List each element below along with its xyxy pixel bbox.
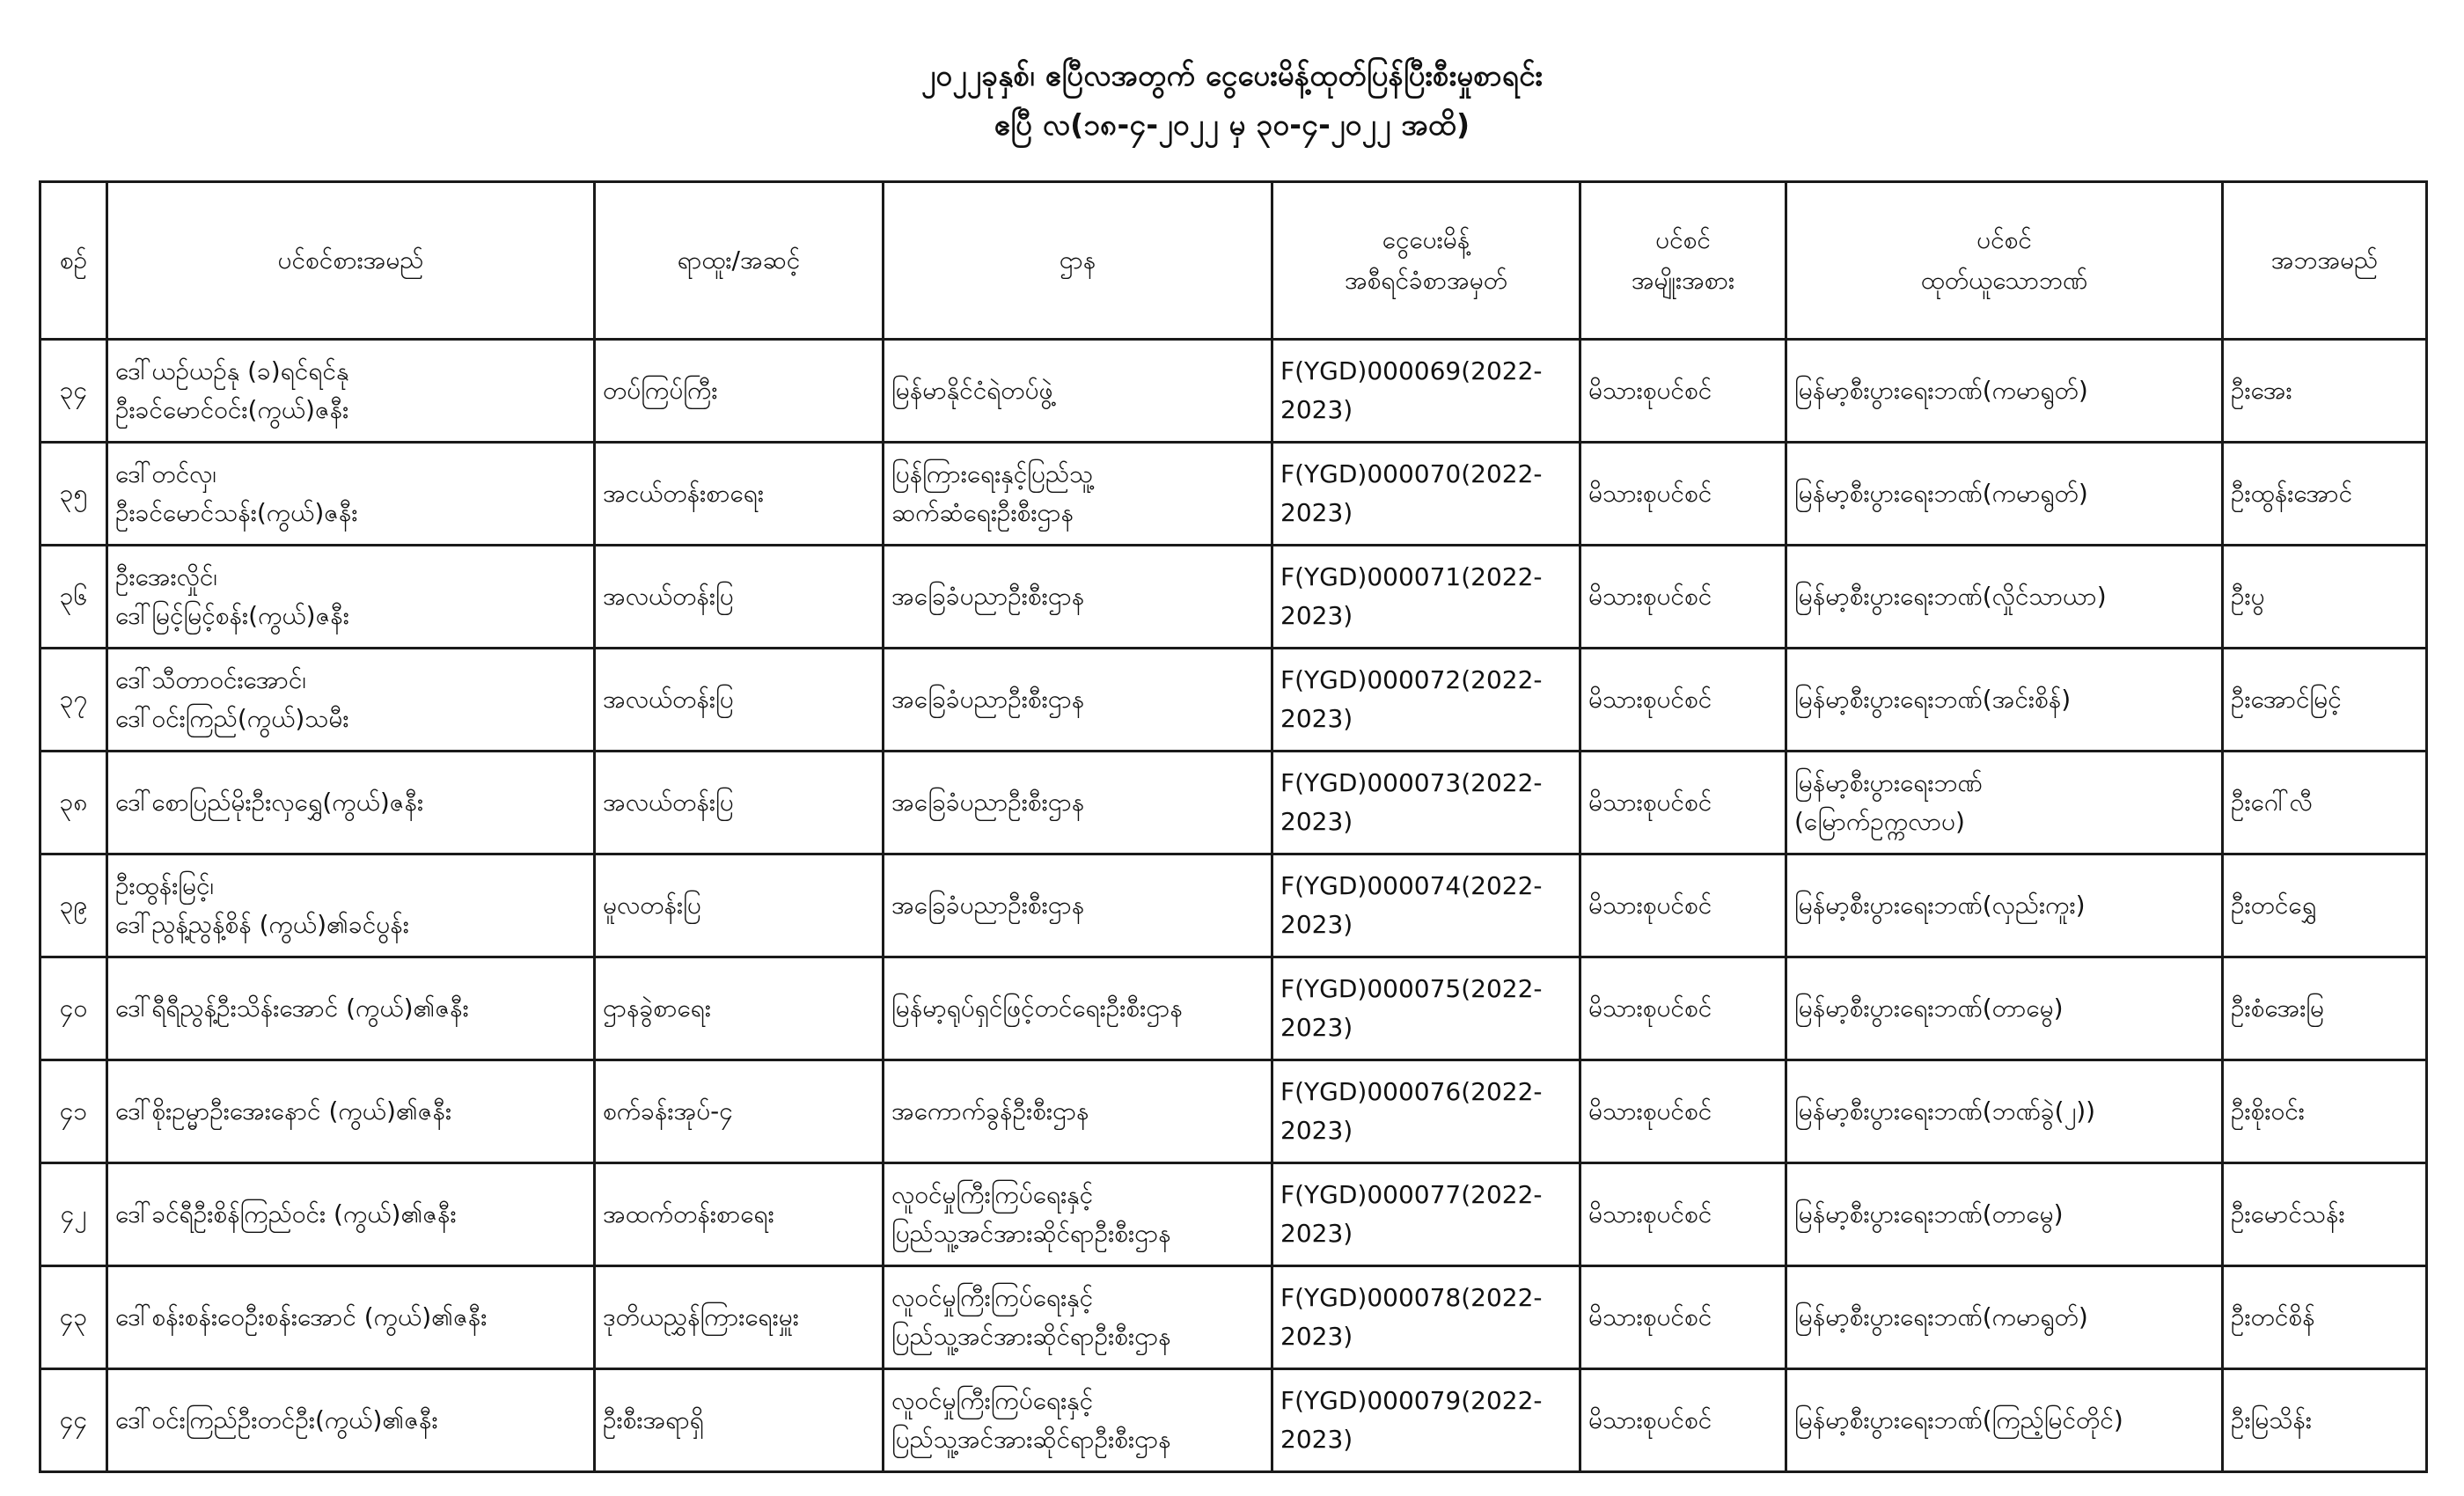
cell-text: ပြည်သူ့အင်အားဆိုင်ရာဦးစီးဌာန: [891, 1219, 1171, 1248]
cell-text: ဒေါ်စန်းစန်းဝေဦးစန်းအောင် (ကွယ်)၏ဇနီး: [115, 1302, 488, 1331]
table-row: [40, 1369, 2427, 1472]
cell-bank: [1786, 340, 2223, 443]
table-row: [40, 340, 2427, 443]
cell-report-no: F(YGD)000069(2022-2023): [1272, 340, 1580, 443]
col-header-name: [107, 182, 595, 340]
cell-pensioner-name: [107, 546, 595, 649]
header-text: ပင်စင်: [1655, 225, 1711, 254]
cell-text: မူလတန်းပြ: [603, 891, 701, 920]
cell-rank: [595, 752, 884, 854]
cell-pensioner-name: [107, 854, 595, 957]
cell-pensioner-name: [107, 649, 595, 752]
table-row: [40, 546, 2427, 649]
cell-father-name: ဦးတင်စိန်: [2223, 1266, 2427, 1369]
cell-text: ဒေါ်ဝင်းကြည်ဦးတင်ဦး(ကွယ်)၏ဇနီး: [115, 1405, 438, 1434]
cell-text: အခြေခံပညာဦးစီးဌာန: [891, 891, 1085, 920]
col-header-department: [884, 182, 1272, 340]
cell-pension-type: မိသားစုပင်စင်: [1580, 1266, 1786, 1369]
cell-pensioner-name: [107, 752, 595, 854]
cell-rank: [595, 443, 884, 546]
cell-father-name: ဦးအောင်မြင့်: [2223, 649, 2427, 752]
header-text: ထုတ်ယူသောဘဏ်: [1920, 266, 2088, 295]
cell-department: [884, 1060, 1272, 1163]
table-row: [40, 443, 2427, 546]
cell-pension-type: မိသားစုပင်စင်: [1580, 1369, 1786, 1472]
cell-text: ဒေါ်တင်လှ၊: [115, 459, 216, 488]
header-text: ရာထူး/အဆင့်: [677, 246, 801, 275]
cell-text: အငယ်တန်းစာရေး: [603, 479, 764, 508]
cell-text: ဦးစီးအရာရှိ: [603, 1405, 704, 1434]
col-header-pension-type: [1580, 182, 1786, 340]
cell-no: ၃၅: [40, 443, 107, 546]
cell-text: ဒေါ်ညွန့်ညွန့်စိန် (ကွယ်)၏ခင်ပွန်း: [115, 910, 409, 939]
cell-text: ပြည်သူ့အင်အားဆိုင်ရာဦးစီးဌာန: [891, 1425, 1171, 1454]
cell-pensioner-name: [107, 1266, 595, 1369]
cell-no: ၄၄: [40, 1369, 107, 1472]
cell-department: [884, 340, 1272, 443]
cell-text: မြန်မာ့ရုပ်ရှင်ဖြင့်တင်ရေးဦးစီးဌာန: [891, 994, 1183, 1023]
table-row: [40, 752, 2427, 854]
cell-father-name: ဦးထွန်းအောင်: [2223, 443, 2427, 546]
cell-text: မြန်မာ့စီးပွားရေးဘဏ်(လှိုင်သာယာ): [1794, 582, 2107, 611]
cell-pension-type: မိသားစုပင်စင်: [1580, 752, 1786, 854]
cell-text: ဆက်ဆံရေးဦးစီးဌာန: [891, 498, 1074, 527]
cell-text: ဒုတိယညွှန်ကြားရေးမှူး: [603, 1302, 799, 1331]
cell-bank: [1786, 752, 2223, 854]
cell-text: မြန်မာ့စီးပွားရေးဘဏ်(တာမွေ): [1794, 1199, 2064, 1228]
cell-rank: [595, 546, 884, 649]
cell-department: [884, 1369, 1272, 1472]
cell-text: အလယ်တန်းပြ: [603, 788, 734, 817]
cell-text: အလယ်တန်းပြ: [603, 685, 734, 714]
cell-pensioner-name: [107, 1369, 595, 1472]
col-header-report-no: [1272, 182, 1580, 340]
cell-bank: [1786, 1369, 2223, 1472]
cell-text: အခြေခံပညာဦးစီးဌာန: [891, 788, 1085, 817]
cell-pension-type: မိသားစုပင်စင်: [1580, 1060, 1786, 1163]
cell-text: ဒေါ်ဝင်းကြည်(ကွယ်)သမီး: [115, 704, 349, 733]
cell-text: ဦးခင်မောင်ဝင်း(ကွယ်)ဇနီး: [115, 395, 349, 424]
cell-pensioner-name: [107, 443, 595, 546]
cell-rank: [595, 1369, 884, 1472]
cell-text: ဦးခင်မောင်သန်း(ကွယ်)ဇနီး: [115, 498, 358, 527]
page-header: [0, 51, 2464, 150]
cell-rank: [595, 1060, 884, 1163]
cell-text: ပြည်သူ့အင်အားဆိုင်ရာဦးစီးဌာန: [891, 1322, 1171, 1351]
cell-text: မြန်မာ့စီးပွားရေးဘဏ်(ဘဏ်ခွဲ(၂)): [1794, 1096, 2096, 1126]
cell-pension-type: မိသားစုပင်စင်: [1580, 1163, 1786, 1266]
cell-text: ဒေါ်ခင်ရီဦးစိန်ကြည်ဝင်း (ကွယ်)၏ဇနီး: [115, 1199, 457, 1228]
cell-text: ဒေါ်ယဉ်ယဉ်နု (ခ)ရင်ရင်နု: [115, 356, 349, 385]
cell-text: အထက်တန်းစာရေး: [603, 1199, 774, 1228]
cell-department: [884, 1266, 1272, 1369]
cell-father-name: ဦးစံအေးမြ: [2223, 957, 2427, 1060]
cell-pensioner-name: [107, 1060, 595, 1163]
cell-text: ဦးအေးလှိုင်၊: [115, 562, 217, 591]
header-text: စဉ်: [59, 246, 88, 275]
document-title: ၂၀၂၂ခုနှစ်၊ ဧပြီလအတွက် ငွေပေးမိန့်ထုတ်ပြန်ပြီးစီးမှုစာရင်း: [920, 58, 1544, 92]
col-header-bank: [1786, 182, 2223, 340]
document-subtitle: ဧပြီ လ(၁၈-၄-၂၀၂၂ မှ ၃၀-၄-၂၀၂၂ အထိ): [994, 107, 1470, 142]
cell-no: ၃၆: [40, 546, 107, 649]
cell-text: မြန်မာ့စီးပွားရေးဘဏ်(ကမာရွတ်): [1794, 1302, 2088, 1331]
cell-report-no: F(YGD)000073(2022-2023): [1272, 752, 1580, 854]
col-header-rank: [595, 182, 884, 340]
cell-text: မြန်မာ့စီးပွားရေးဘဏ်(ကမာရွတ်): [1794, 376, 2088, 405]
cell-rank: [595, 1266, 884, 1369]
cell-department: [884, 649, 1272, 752]
cell-bank: [1786, 1163, 2223, 1266]
cell-report-no: F(YGD)000071(2022-2023): [1272, 546, 1580, 649]
cell-report-no: F(YGD)000074(2022-2023): [1272, 854, 1580, 957]
cell-department: [884, 854, 1272, 957]
header-text: အစီရင်ခံစာအမှတ်: [1344, 266, 1508, 295]
col-header-no: [40, 182, 107, 340]
cell-department: [884, 1163, 1272, 1266]
header-text: အဘအမည်: [2270, 246, 2379, 275]
cell-father-name: ဦးဂေါ်လီ: [2223, 752, 2427, 854]
cell-pension-type: မိသားစုပင်စင်: [1580, 443, 1786, 546]
cell-pension-type: မိသားစုပင်စင်: [1580, 957, 1786, 1060]
cell-no: ၄၂: [40, 1163, 107, 1266]
table-row: [40, 854, 2427, 957]
cell-report-no: F(YGD)000077(2022-2023): [1272, 1163, 1580, 1266]
cell-text: မြန်မာ့စီးပွားရေးဘဏ်(ကမာရွတ်): [1794, 479, 2088, 508]
cell-text: အခြေခံပညာဦးစီးဌာန: [891, 685, 1085, 714]
cell-department: [884, 443, 1272, 546]
header-text: ငွေပေးမိန့်: [1382, 225, 1470, 254]
cell-rank: [595, 854, 884, 957]
cell-text: ပြန်ကြားရေးနှင့်ပြည်သူ့: [891, 459, 1094, 488]
cell-rank: [595, 1163, 884, 1266]
cell-department: [884, 957, 1272, 1060]
cell-no: ၄၁: [40, 1060, 107, 1163]
cell-bank: [1786, 957, 2223, 1060]
cell-father-name: ဦးမောင်သန်း: [2223, 1163, 2427, 1266]
cell-text: ဒေါ်ရီရီညွန့်ဦးသိန်းအောင် (ကွယ်)၏ဇနီး: [115, 994, 469, 1023]
cell-father-name: ဦးအေး: [2223, 340, 2427, 443]
cell-text: မြန်မာနိုင်ငံရဲတပ်ဖွဲ့: [891, 376, 1053, 405]
cell-pensioner-name: [107, 340, 595, 443]
cell-bank: [1786, 1060, 2223, 1163]
cell-rank: [595, 957, 884, 1060]
cell-father-name: ဦးပွ: [2223, 546, 2427, 649]
cell-text: အခြေခံပညာဦးစီးဌာန: [891, 582, 1085, 611]
cell-text: (မြောက်ဥက္ကလာပ): [1794, 807, 1965, 836]
cell-no: ၃၄: [40, 340, 107, 443]
cell-text: မြန်မာ့စီးပွားရေးဘဏ်: [1794, 768, 1983, 797]
cell-text: အကောက်ခွန်ဦးစီးဌာန: [891, 1096, 1089, 1126]
cell-text: အလယ်တန်းပြ: [603, 582, 734, 611]
table-row: [40, 649, 2427, 752]
cell-pensioner-name: [107, 1163, 595, 1266]
table-header-row: [40, 182, 2427, 340]
cell-report-no: F(YGD)000075(2022-2023): [1272, 957, 1580, 1060]
cell-text: မြန်မာ့စီးပွားရေးဘဏ်(ကြည့်မြင်တိုင်): [1794, 1405, 2123, 1434]
cell-text: လူဝင်မှုကြီးကြပ်ရေးနှင့်: [891, 1283, 1094, 1312]
cell-rank: [595, 340, 884, 443]
cell-no: ၄၃: [40, 1266, 107, 1369]
cell-pensioner-name: [107, 957, 595, 1060]
table-row: [40, 1163, 2427, 1266]
cell-father-name: ဦးမြသိန်း: [2223, 1369, 2427, 1472]
header-text: ပင်စင်: [1976, 225, 2032, 254]
header-text: အမျိုးအစား: [1631, 266, 1735, 295]
cell-text: မြန်မာ့စီးပွားရေးဘဏ်(လှည်းကူး): [1794, 891, 2086, 920]
header-text: ပင်စင်စားအမည်: [277, 246, 424, 275]
cell-text: စက်ခန်းအုပ်-၄: [603, 1096, 734, 1126]
cell-text: လူဝင်မှုကြီးကြပ်ရေးနှင့်: [891, 1180, 1094, 1209]
cell-bank: [1786, 443, 2223, 546]
cell-text: ဌာနခွဲစာရေး: [603, 994, 711, 1023]
cell-pension-type: မိသားစုပင်စင်: [1580, 546, 1786, 649]
cell-text: ဦးထွန်းမြင့်၊: [115, 871, 214, 900]
cell-pension-type: မိသားစုပင်စင်: [1580, 649, 1786, 752]
table-body: [40, 340, 2427, 1472]
cell-report-no: F(YGD)000072(2022-2023): [1272, 649, 1580, 752]
cell-rank: [595, 649, 884, 752]
cell-pension-type: မိသားစုပင်စင်: [1580, 340, 1786, 443]
header-text: ဌာန: [1059, 246, 1096, 275]
cell-text: ဒေါ်စောပြည်မိုးဦးလှရွှေ(ကွယ်)ဇနီး: [115, 788, 424, 817]
cell-report-no: F(YGD)000070(2022-2023): [1272, 443, 1580, 546]
cell-bank: [1786, 649, 2223, 752]
table-row: [40, 957, 2427, 1060]
col-header-father-name: [2223, 182, 2427, 340]
cell-text: မြန်မာ့စီးပွားရေးဘဏ်(တာမွေ): [1794, 994, 2064, 1023]
cell-report-no: F(YGD)000076(2022-2023): [1272, 1060, 1580, 1163]
cell-report-no: F(YGD)000079(2022-2023): [1272, 1369, 1580, 1472]
cell-text: တပ်ကြပ်ကြီး: [603, 376, 718, 405]
cell-no: ၃၇: [40, 649, 107, 752]
cell-text: လူဝင်မှုကြီးကြပ်ရေးနှင့်: [891, 1386, 1094, 1415]
cell-report-no: F(YGD)000078(2022-2023): [1272, 1266, 1580, 1369]
cell-no: ၃၈: [40, 752, 107, 854]
cell-text: ဒေါ်မြင့်မြင့်စန်း(ကွယ်)ဇနီး: [115, 601, 349, 630]
table-row: [40, 1266, 2427, 1369]
cell-father-name: ဦးတင်ရွှေ: [2223, 854, 2427, 957]
cell-text: ဒေါ်စိုးဥမ္မာဦးအေးနောင် (ကွယ်)၏ဇနီး: [115, 1096, 452, 1126]
cell-pension-type: မိသားစုပင်စင်: [1580, 854, 1786, 957]
cell-text: မြန်မာ့စီးပွားရေးဘဏ်(အင်းစိန်): [1794, 685, 2072, 714]
cell-bank: [1786, 1266, 2223, 1369]
cell-text: ဒေါ်သီတာဝင်းအောင်၊: [115, 665, 306, 694]
cell-father-name: ဦးစိုးဝင်း: [2223, 1060, 2427, 1163]
pension-table: [39, 180, 2428, 1473]
cell-no: ၄၀: [40, 957, 107, 1060]
cell-no: ၃၉: [40, 854, 107, 957]
cell-department: [884, 752, 1272, 854]
table-row: [40, 1060, 2427, 1163]
cell-bank: [1786, 854, 2223, 957]
cell-bank: [1786, 546, 2223, 649]
cell-department: [884, 546, 1272, 649]
